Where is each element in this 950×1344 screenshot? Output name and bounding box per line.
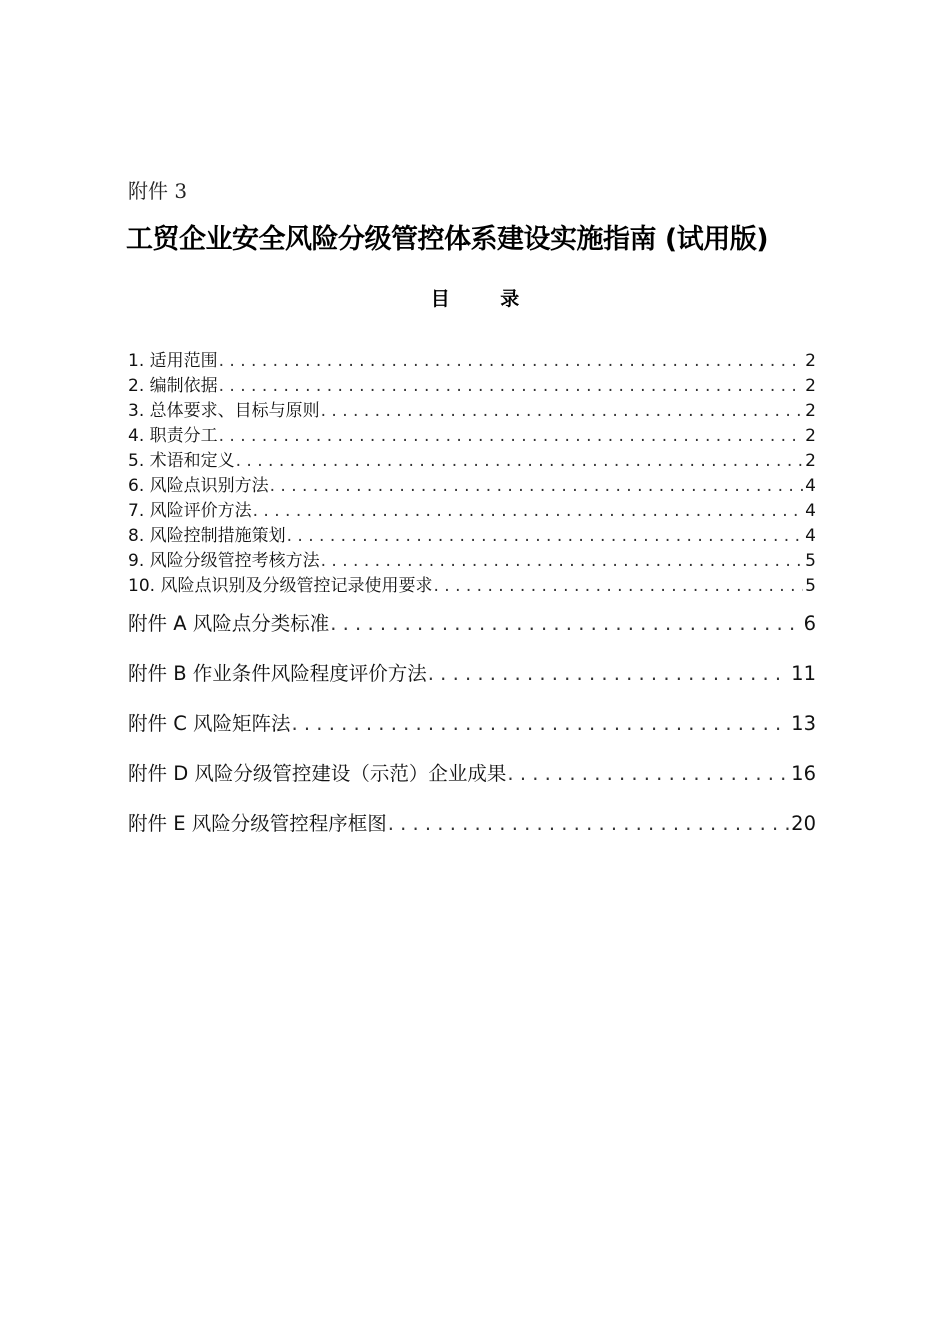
toc-dot-leader bbox=[507, 749, 789, 799]
toc-entry-label: 4. 职责分工 bbox=[128, 426, 218, 446]
attachment-label: 附件 3 bbox=[128, 179, 188, 203]
toc-appendix-b[interactable] bbox=[128, 649, 816, 699]
toc-entry-label: 9. 风险分级管控考核方法 bbox=[128, 551, 320, 571]
toc-entry-label: 6. 风险点识别方法 bbox=[128, 476, 269, 496]
toc-dot-leader bbox=[219, 349, 804, 374]
toc-appendix-c[interactable] bbox=[128, 699, 816, 749]
toc-appendix-page: 13 bbox=[791, 712, 816, 735]
document-title: 工贸企业安全风险分级管控体系建设实施指南 (试用版) bbox=[126, 224, 769, 255]
toc-dot-leader bbox=[321, 399, 804, 424]
toc-entry-page: 5 bbox=[805, 576, 816, 596]
toc-entry-page: 4 bbox=[805, 526, 816, 546]
toc-dot-leader bbox=[219, 374, 804, 399]
toc-entry-3[interactable] bbox=[128, 399, 816, 424]
toc-entry-5[interactable] bbox=[128, 449, 816, 474]
toc-appendix-d[interactable] bbox=[128, 749, 816, 799]
toc-dot-leader bbox=[253, 499, 804, 524]
toc-appendix-label: 附件 C 风险矩阵法 bbox=[128, 712, 291, 735]
toc-entry-8[interactable] bbox=[128, 524, 816, 549]
toc-entry-2[interactable] bbox=[128, 374, 816, 399]
toc-dot-leader bbox=[428, 649, 789, 699]
toc-heading: 目 录 bbox=[430, 288, 542, 310]
toc-appendix-label: 附件 A 风险点分类标准 bbox=[128, 612, 330, 635]
toc-dot-leader bbox=[287, 524, 804, 549]
toc-dot-leader bbox=[433, 574, 803, 599]
toc-dot-leader bbox=[292, 699, 790, 749]
table-of-contents bbox=[128, 349, 816, 849]
toc-entry-page: 4 bbox=[805, 501, 816, 521]
toc-entry-label: 1. 适用范围 bbox=[128, 351, 218, 371]
toc-appendix-page: 20 bbox=[791, 812, 816, 835]
toc-entry-label: 2. 编制依据 bbox=[128, 376, 218, 396]
toc-entry-6[interactable] bbox=[128, 474, 816, 499]
toc-entry-1[interactable] bbox=[128, 349, 816, 374]
toc-dot-leader bbox=[330, 599, 801, 649]
toc-entry-label: 8. 风险控制措施策划 bbox=[128, 526, 286, 546]
toc-appendix-page: 6 bbox=[803, 612, 816, 635]
toc-entry-10[interactable] bbox=[128, 574, 816, 599]
toc-entry-label: 10. 风险点识别及分级管控记录使用要求 bbox=[128, 576, 433, 596]
toc-appendix-label: 附件 D 风险分级管控建设（示范）企业成果 bbox=[128, 762, 507, 785]
toc-entry-7[interactable] bbox=[128, 499, 816, 524]
toc-entry-page: 2 bbox=[805, 426, 816, 446]
toc-dot-leader bbox=[321, 549, 804, 574]
toc-entry-page: 2 bbox=[805, 401, 816, 421]
toc-entry-page: 5 bbox=[805, 551, 816, 571]
toc-entry-9[interactable] bbox=[128, 549, 816, 574]
toc-entry-page: 2 bbox=[805, 451, 816, 471]
toc-appendix-e[interactable] bbox=[128, 799, 816, 849]
toc-entry-page: 4 bbox=[805, 476, 816, 496]
toc-entry-label: 7. 风险评价方法 bbox=[128, 501, 252, 521]
toc-entry-4[interactable] bbox=[128, 424, 816, 449]
toc-appendix-page: 16 bbox=[791, 762, 816, 785]
toc-appendix-a[interactable] bbox=[128, 599, 816, 649]
toc-entry-page: 2 bbox=[805, 376, 816, 396]
toc-dot-leader bbox=[236, 449, 804, 474]
toc-appendix-label: 附件 B 作业条件风险程度评价方法 bbox=[128, 662, 427, 685]
toc-dot-leader bbox=[219, 424, 804, 449]
toc-appendix-page: 11 bbox=[791, 662, 816, 685]
toc-dot-leader bbox=[388, 799, 789, 849]
toc-entry-label: 5. 术语和定义 bbox=[128, 451, 235, 471]
toc-dot-leader bbox=[270, 474, 804, 499]
toc-appendix-label: 附件 E 风险分级管控程序框图 bbox=[128, 812, 387, 835]
toc-entry-page: 2 bbox=[805, 351, 816, 371]
toc-entry-label: 3. 总体要求、目标与原则 bbox=[128, 401, 320, 421]
